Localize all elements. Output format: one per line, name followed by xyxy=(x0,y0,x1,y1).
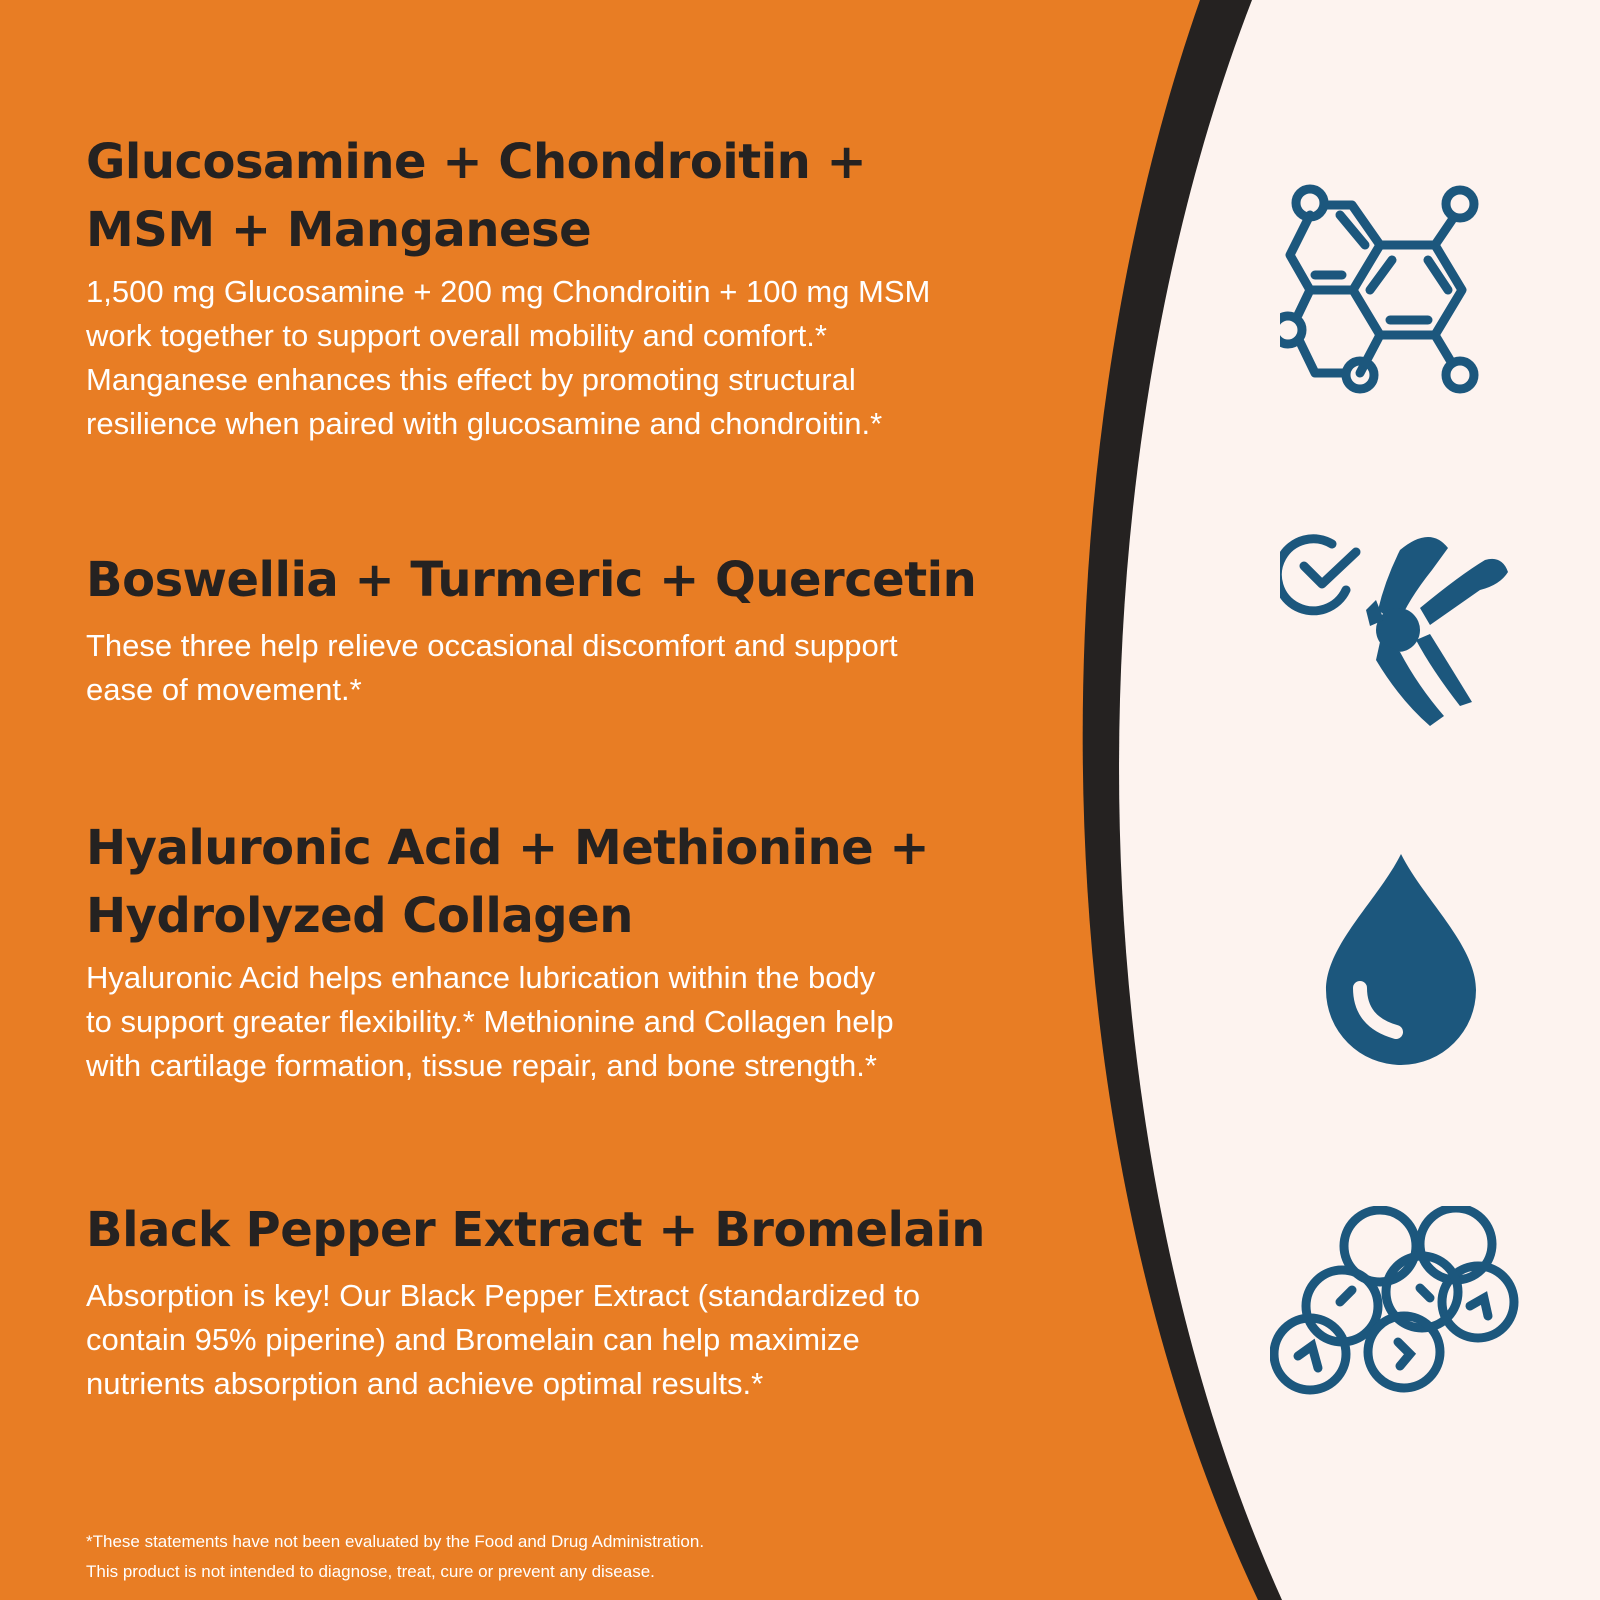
ingredient-section-glucosamine xyxy=(86,128,1086,446)
section-description: Absorption is key! Our Black Pepper Extract (standardized to contain 95% piperine) and Bromelain can help maximize nutrients absorption and achieve optimal results.* xyxy=(86,1278,920,1401)
section-description: These three help relieve occasional discomfort and support ease of movement.* xyxy=(86,628,898,707)
section-heading: Hyaluronic Acid + Methionine + Hydrolyzed Collagen xyxy=(86,820,930,944)
molecule-icon xyxy=(1280,180,1520,410)
section-description: 1,500 mg Glucosamine + 200 mg Chondroitin + 100 mg MSM work together to support overall mobility and comfort.* Manganese enhances this effect by promoting structural resilience when paired with glucosamine and chondroitin.* xyxy=(86,274,931,441)
section-heading: Boswellia + Turmeric + Quercetin xyxy=(86,552,977,608)
ingredient-section-black-pepper xyxy=(86,1196,1086,1406)
ingredient-section-hyaluronic xyxy=(86,814,1086,1088)
section-heading: Black Pepper Extract + Bromelain xyxy=(86,1202,985,1258)
section-heading: Glucosamine + Chondroitin + MSM + Manganese xyxy=(86,134,867,258)
section-description: Hyaluronic Acid helps enhance lubrication within the body to support greater flexibility.* Methionine and Collagen help with cartilage formation, tissue repair, and bone strength.* xyxy=(86,960,894,1083)
ingredient-section-boswellia xyxy=(86,546,1086,712)
knee-joint-check-icon xyxy=(1280,530,1520,740)
peppercorns-icon xyxy=(1270,1206,1530,1406)
water-drop-icon xyxy=(1318,850,1484,1070)
fda-disclaimer: *These statements have not been evaluated by the Food and Drug Administration. This product is not intended to diagnose, treat, cure or prevent any disease. xyxy=(86,1532,705,1581)
